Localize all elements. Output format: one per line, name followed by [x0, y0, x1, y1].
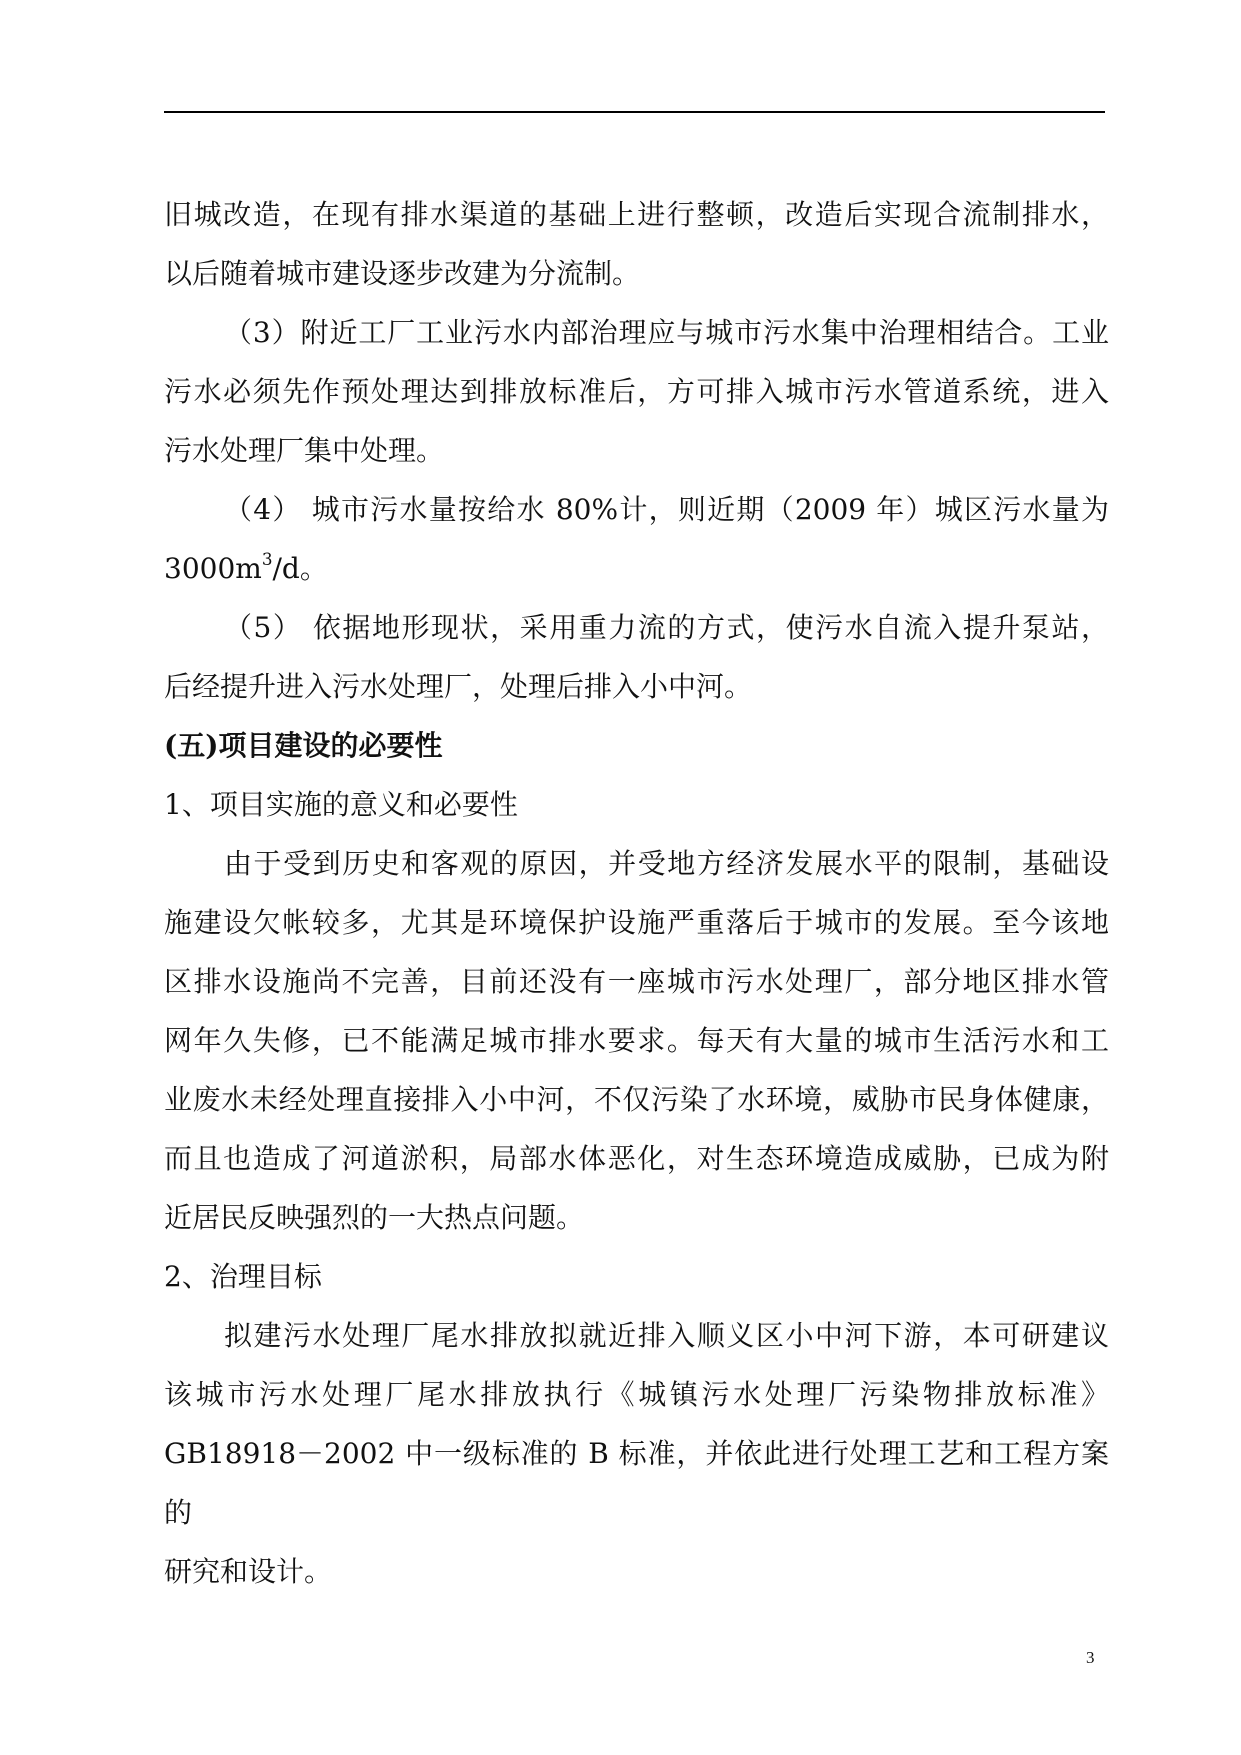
paragraph-1 [164, 185, 1109, 303]
text-line: （3）附近工厂工业污水内部治理应与城市污水集中治理相结合。工业 [224, 316, 1109, 349]
text-line: 业废水未经处理直接排入小中河，不仅污染了水环境，威胁市民身体健康， [164, 1083, 1109, 1116]
text-line: （5） 依据地形现状，采用重力流的方式，使污水自流入提升泵站， [224, 611, 1109, 644]
text-line: 污水必须先作预处理达到排放标准后，方可排入城市污水管道系统，进入 [164, 375, 1109, 408]
text-line: 研究和设计。 [164, 1555, 333, 1588]
subheading-2: 2、治理目标 [164, 1260, 322, 1293]
subheading-1: 1、项目实施的意义和必要性 [164, 788, 518, 821]
text-line [164, 539, 1109, 598]
text-line: 由于受到历史和客观的原因，并受地方经济发展水平的限制，基础设 [224, 847, 1109, 880]
paragraph-5 [164, 834, 1109, 1247]
text-line: 以后随着城市建设逐步改建为分流制。 [164, 257, 641, 290]
text-line: 网年久失修，已不能满足城市排水要求。每天有大量的城市生活污水和工 [164, 1024, 1109, 1057]
text-line: 后经提升进入污水处理厂，处理后排入小中河。 [164, 670, 753, 703]
page-number: 3 [1086, 1648, 1095, 1667]
text-fragment: 3000m [164, 552, 262, 585]
document-body [164, 185, 1109, 1601]
paragraph-3 [164, 480, 1109, 598]
text-line: 该城市污水处理厂尾水排放执行《城镇污水处理厂污染物排放标准》 [164, 1378, 1109, 1411]
text-line: 区排水设施尚不完善，目前还没有一座城市污水处理厂，部分地区排水管 [164, 965, 1109, 998]
paragraph-4 [164, 598, 1109, 716]
text-line: 而且也造成了河道淤积，局部水体恶化，对生态环境造成威胁，已成为附 [164, 1142, 1109, 1175]
text-fragment: /d。 [272, 552, 328, 585]
text-line: 近居民反映强烈的一大热点问题。 [164, 1201, 585, 1234]
text-line: GB18918－2002 中一级标准的 B 标准，并依此进行处理工艺和工程方案的 [164, 1437, 1109, 1529]
text-line: 拟建污水处理厂尾水排放拟就近排入顺义区小中河下游，本可研建议 [224, 1319, 1109, 1352]
section-heading: (五)项目建设的必要性 [164, 729, 443, 762]
text-line: 施建设欠帐较多，尤其是环境保护设施严重落后于城市的发展。至今该地 [164, 906, 1109, 939]
header-rule [164, 111, 1105, 113]
text-line: （4） 城市污水量按给水 80%计，则近期（2009 年）城区污水量为 [224, 493, 1109, 526]
paragraph-2 [164, 303, 1109, 480]
superscript: 3 [261, 549, 273, 570]
text-line: 旧城改造，在现有排水渠道的基础上进行整顿，改造后实现合流制排水， [164, 198, 1109, 231]
text-line: 污水处理厂集中处理。 [164, 434, 445, 467]
paragraph-6 [164, 1306, 1109, 1601]
